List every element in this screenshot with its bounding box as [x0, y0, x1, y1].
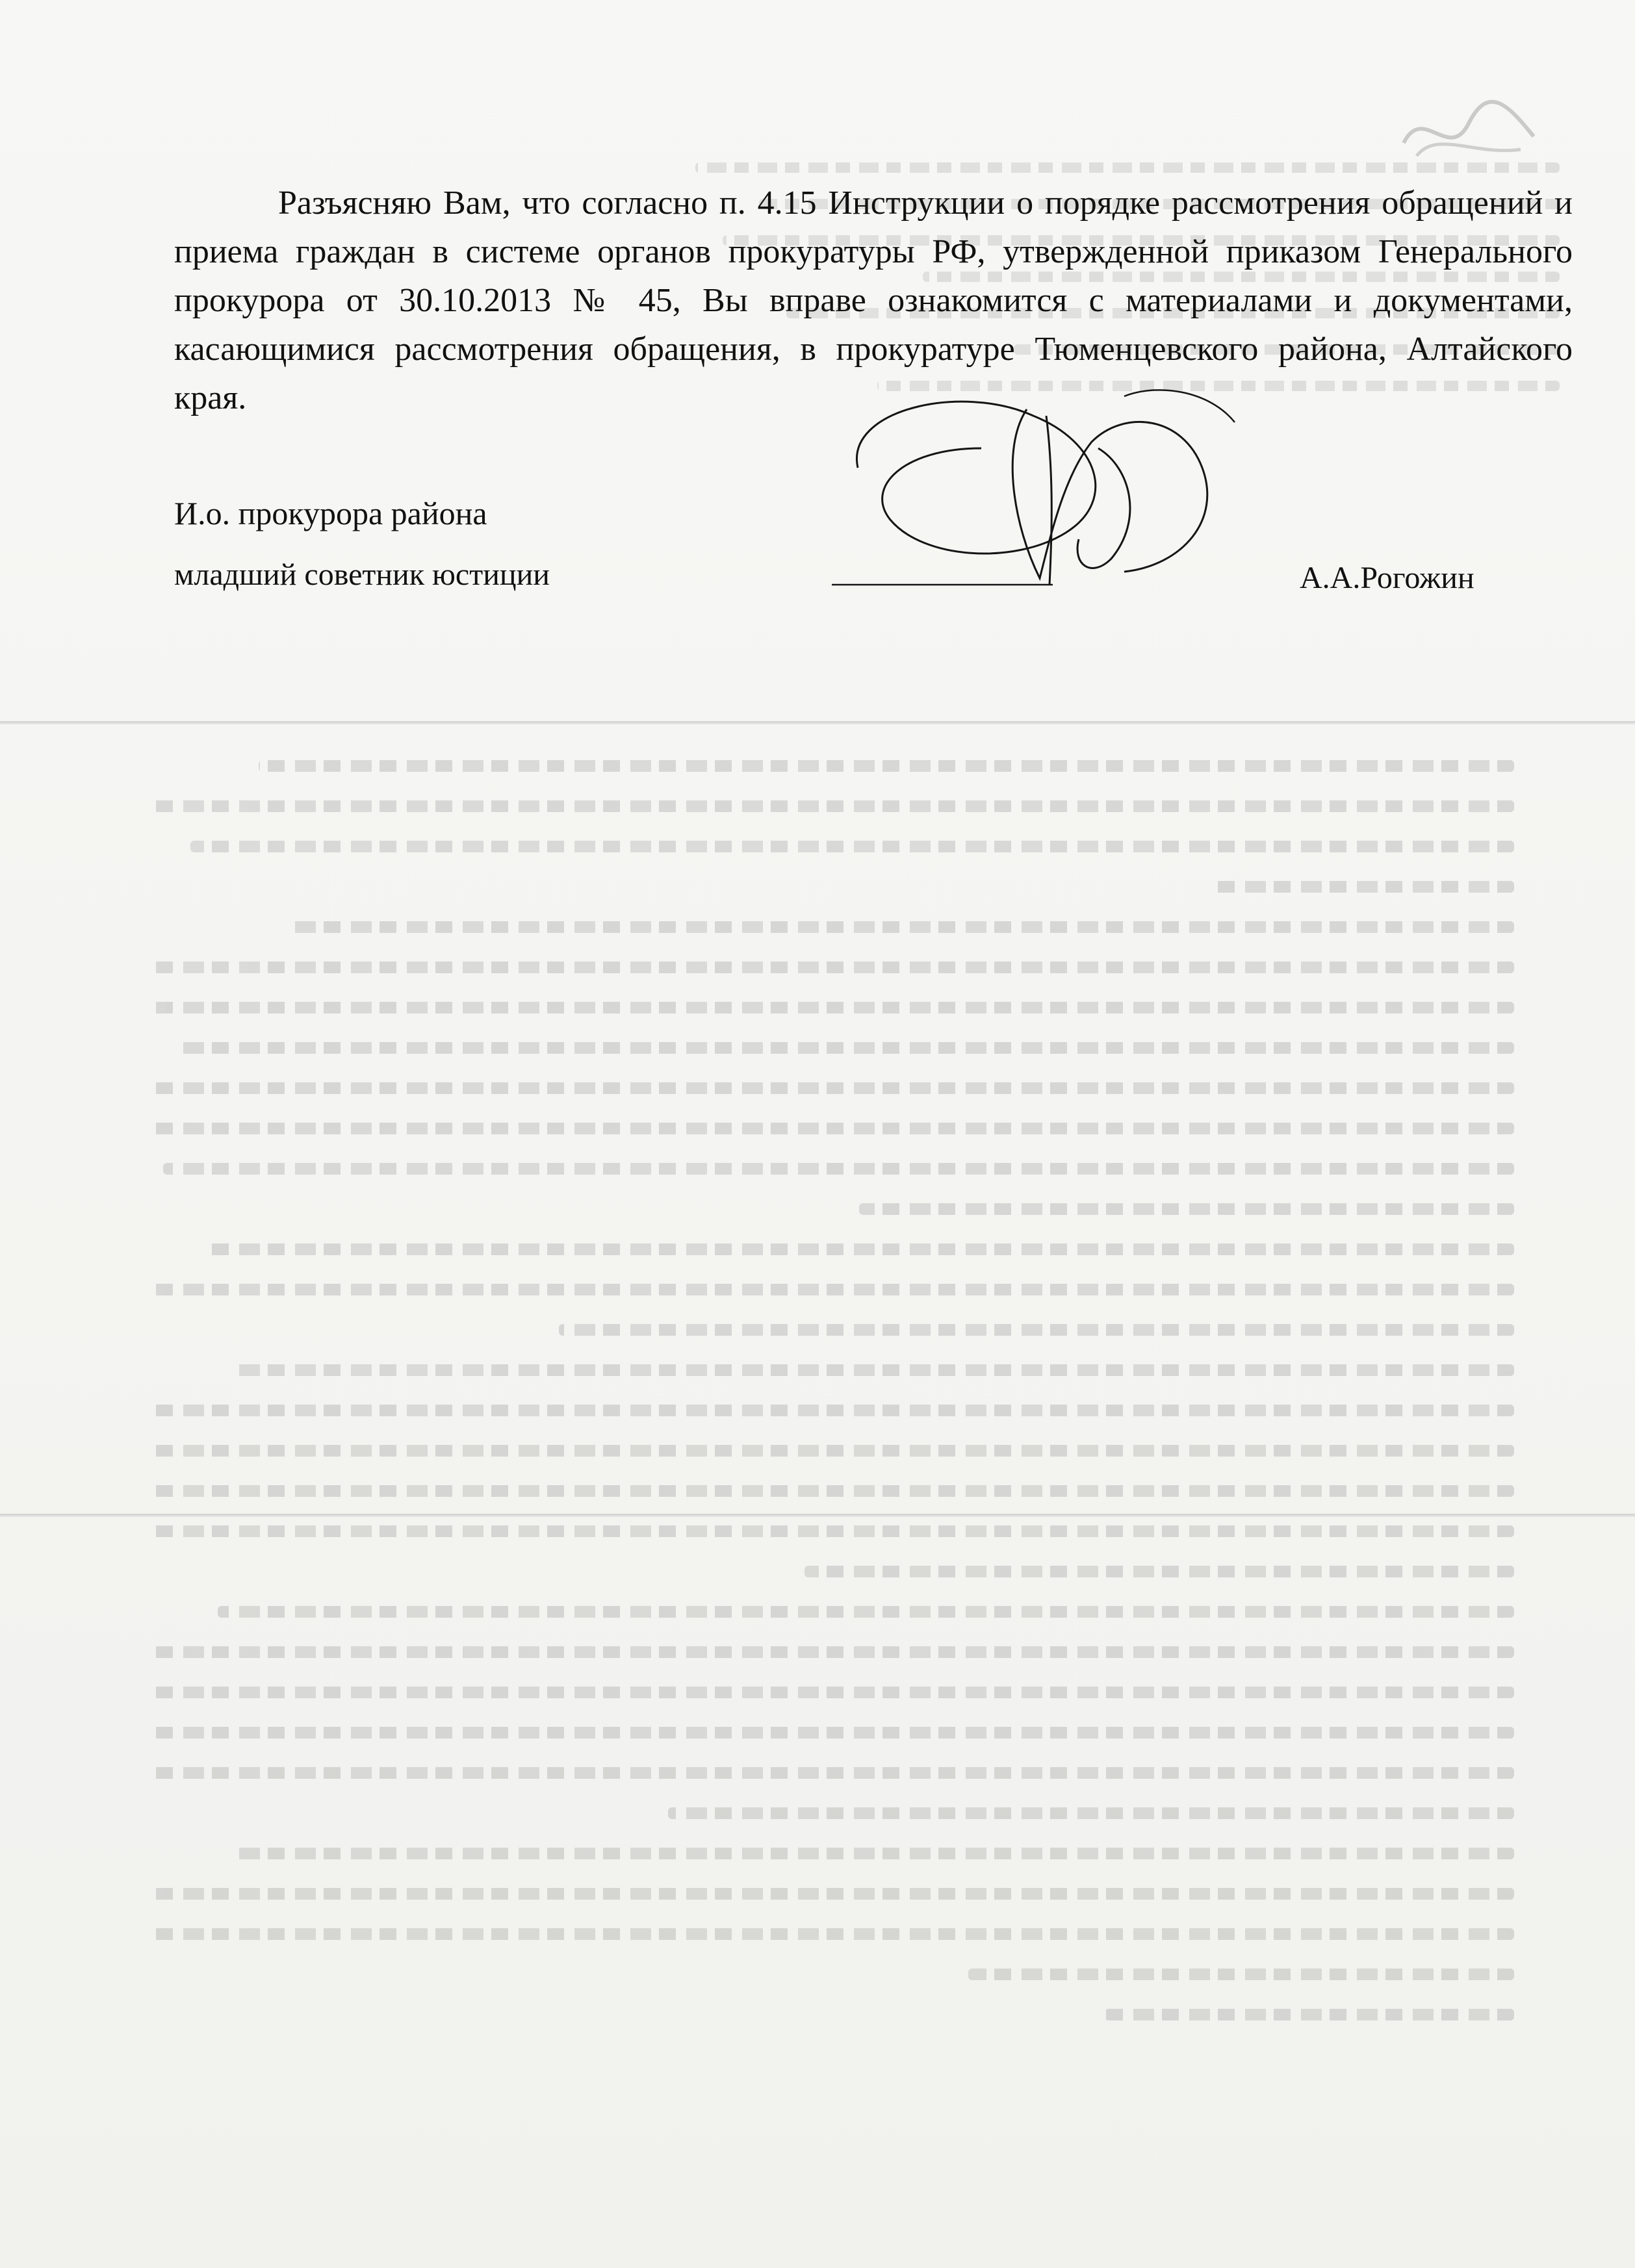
signatory-name: А.А.Рогожин — [1300, 561, 1474, 595]
bleed-through-registration-mark — [1397, 91, 1540, 169]
signatory-rank: младший советник юстиции — [174, 557, 550, 592]
signatory-position: И.о. прокурора района — [174, 495, 487, 531]
handwritten-signature — [819, 370, 1274, 604]
explanation-paragraph: Разъясняю Вам, что согласно п. 4.15 Инструкции о порядке рассмотрения обращений и приема граждан в системе органов прокуратуры РФ, утвержденной приказом Генерального прокурора от 30.10.2013 № 45, Вы вправе ознакомится с материалами и документами, касающимися рассмотрения обращения, в прокуратуре Тюменцевского района, Алтайского края. — [174, 185, 1573, 416]
fold-crease-lower — [0, 1514, 1635, 1517]
fold-crease-upper — [0, 721, 1635, 724]
bleed-through-text-lower — [149, 760, 1514, 2189]
